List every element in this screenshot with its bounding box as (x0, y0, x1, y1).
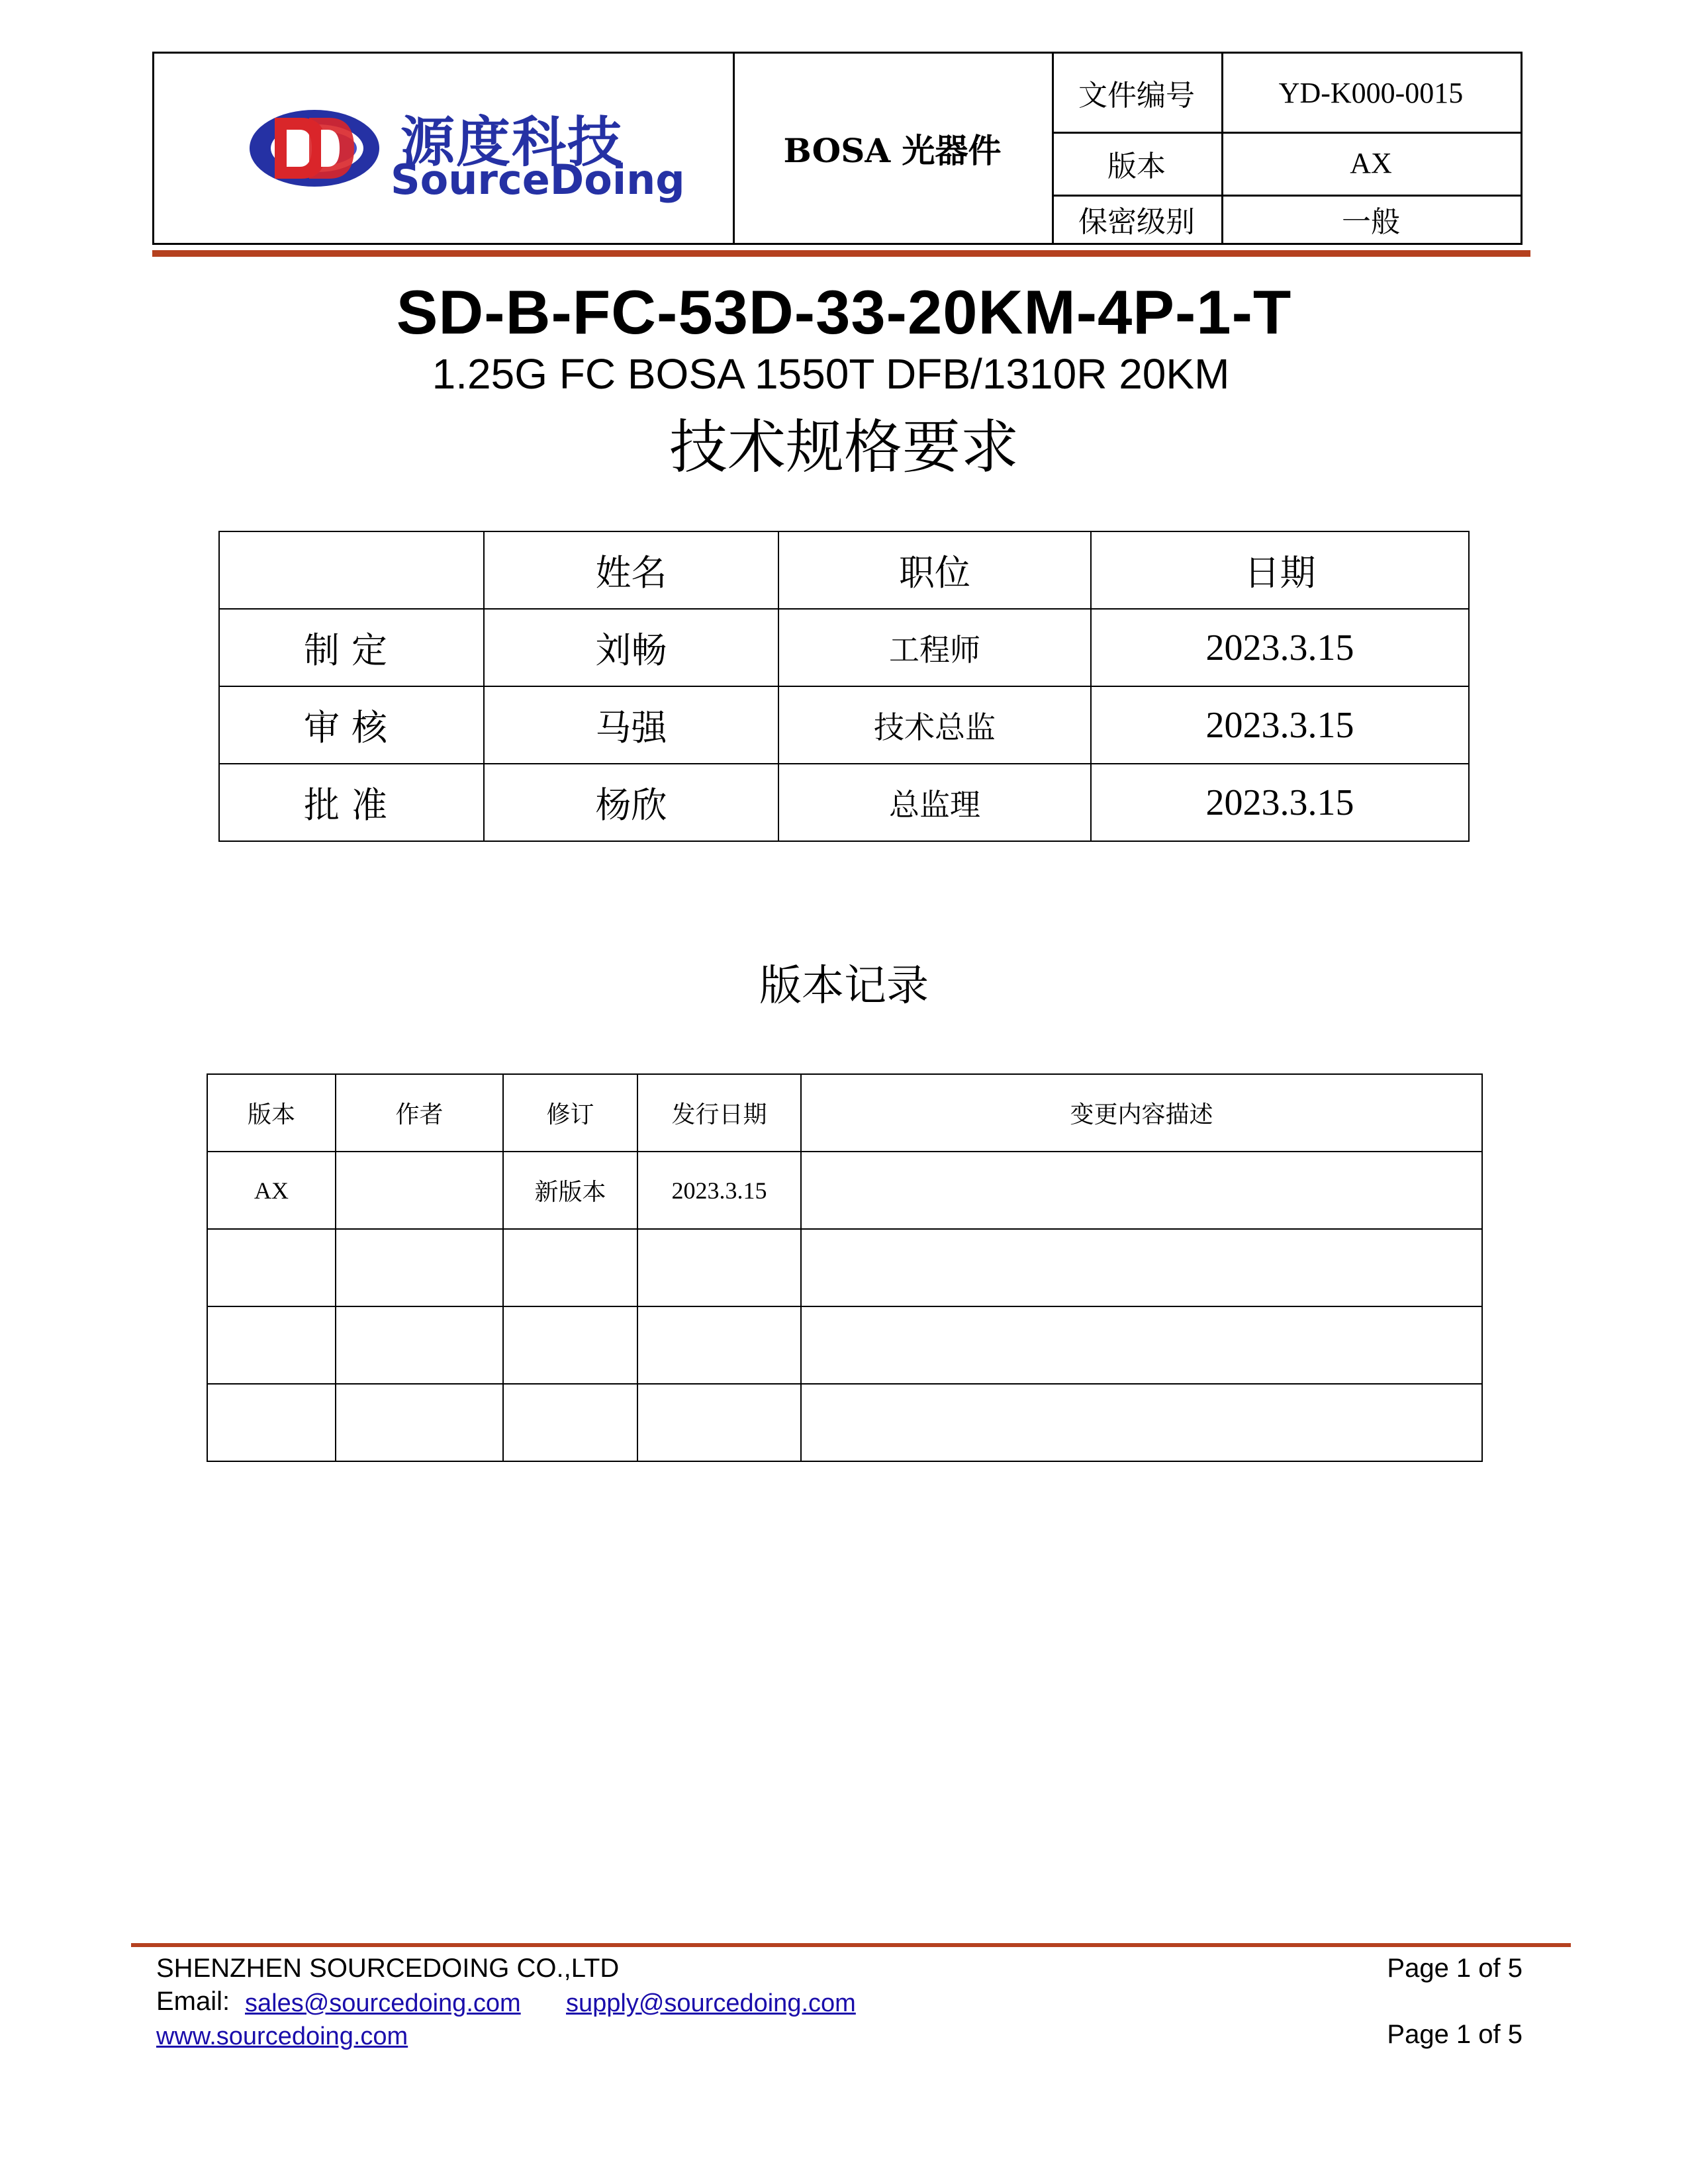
approval-position: 总监理 (778, 764, 1091, 841)
table-cell (801, 1229, 1482, 1306)
table-cell (336, 1229, 503, 1306)
table-cell (207, 1229, 336, 1306)
table-cell (336, 1384, 503, 1461)
table-header-row (207, 1074, 1482, 1152)
footer-email-label: Email: (156, 1987, 230, 2016)
part-number-title: SD-B-FC-53D-33-20KM-4P-1-T (396, 277, 1292, 347)
table-cell (801, 1152, 1482, 1229)
footer-company: SHENZHEN SOURCEDOING CO.,LTD (156, 1954, 620, 1983)
table-cell (336, 1152, 503, 1229)
logo-chinese-name: 源度科技 (400, 111, 624, 174)
table-cell (801, 1306, 1482, 1384)
table-header-cell: 职位 (778, 531, 1091, 609)
table-header-cell: 版本 (207, 1074, 336, 1152)
table-cell (801, 1384, 1482, 1461)
table-cell (503, 1229, 637, 1306)
field-value-version: AX (1350, 147, 1392, 179)
approval-role: 审核 (219, 686, 484, 764)
table-row (219, 609, 1469, 686)
table-header-cell: 日期 (1091, 531, 1469, 609)
approval-date: 2023.3.15 (1091, 764, 1469, 841)
table-cell (637, 1306, 801, 1384)
approval-role: 制定 (219, 609, 484, 686)
approval-table (218, 531, 1470, 842)
approval-name: 刘畅 (484, 609, 778, 686)
table-header-row (219, 531, 1469, 609)
approval-role: 批准 (219, 764, 484, 841)
table-header-cell (219, 531, 484, 609)
table-row (207, 1384, 1482, 1461)
table-header-cell: 变更内容描述 (801, 1074, 1482, 1152)
field-label-version: 版本 (1107, 149, 1166, 183)
table-cell (503, 1384, 637, 1461)
footer-page-number: Page 1 of 5 (1387, 2020, 1523, 2049)
table-cell: 2023.3.15 (637, 1152, 801, 1229)
footer-email-sales-link[interactable]: sales@sourcedoing.com (245, 1989, 521, 2017)
version-record-table (207, 1073, 1483, 1462)
table-header-cell: 修订 (503, 1074, 637, 1152)
field-label-security: 保密级别 (1078, 205, 1195, 239)
footer-page-number: Page 1 of 5 (1387, 1954, 1523, 1983)
approval-name: 杨欣 (484, 764, 778, 841)
table-row (207, 1229, 1482, 1306)
product-description: 1.25G FC BOSA 1550T DFB/1310R 20KM (432, 350, 1230, 398)
approval-position: 工程师 (778, 609, 1091, 686)
logo-english-name: SourceDoing (391, 156, 685, 204)
table-cell (207, 1306, 336, 1384)
table-cell: AX (207, 1152, 336, 1229)
footer-rule (131, 1943, 1571, 1947)
footer-website-link[interactable]: www.sourcedoing.com (156, 2023, 408, 2050)
approval-date: 2023.3.15 (1091, 609, 1469, 686)
header-rule (152, 250, 1530, 257)
table-row (219, 686, 1469, 764)
approval-position: 技术总监 (778, 686, 1091, 764)
field-value-doc-number: YD-K000-0015 (1278, 76, 1464, 109)
document-category: BOSA 光器件 (783, 131, 1002, 170)
table-cell (503, 1306, 637, 1384)
approval-name: 马强 (484, 686, 778, 764)
table-row (207, 1306, 1482, 1384)
table-header-cell: 作者 (336, 1074, 503, 1152)
approval-date: 2023.3.15 (1091, 686, 1469, 764)
table-row (207, 1152, 1482, 1229)
footer-email-supply-link[interactable]: supply@sourcedoing.com (566, 1989, 856, 2017)
table-header-cell: 姓名 (484, 531, 778, 609)
field-label-doc-number: 文件编号 (1078, 79, 1195, 113)
version-record-title: 版本记录 (759, 962, 929, 1011)
table-cell (637, 1229, 801, 1306)
field-value-security: 一般 (1342, 205, 1400, 239)
table-row (219, 764, 1469, 841)
table-cell (336, 1306, 503, 1384)
table-cell (637, 1384, 801, 1461)
document-type-title: 技术规格要求 (669, 413, 1019, 481)
table-cell: 新版本 (503, 1152, 637, 1229)
table-cell (207, 1384, 336, 1461)
table-header-cell: 发行日期 (637, 1074, 801, 1152)
